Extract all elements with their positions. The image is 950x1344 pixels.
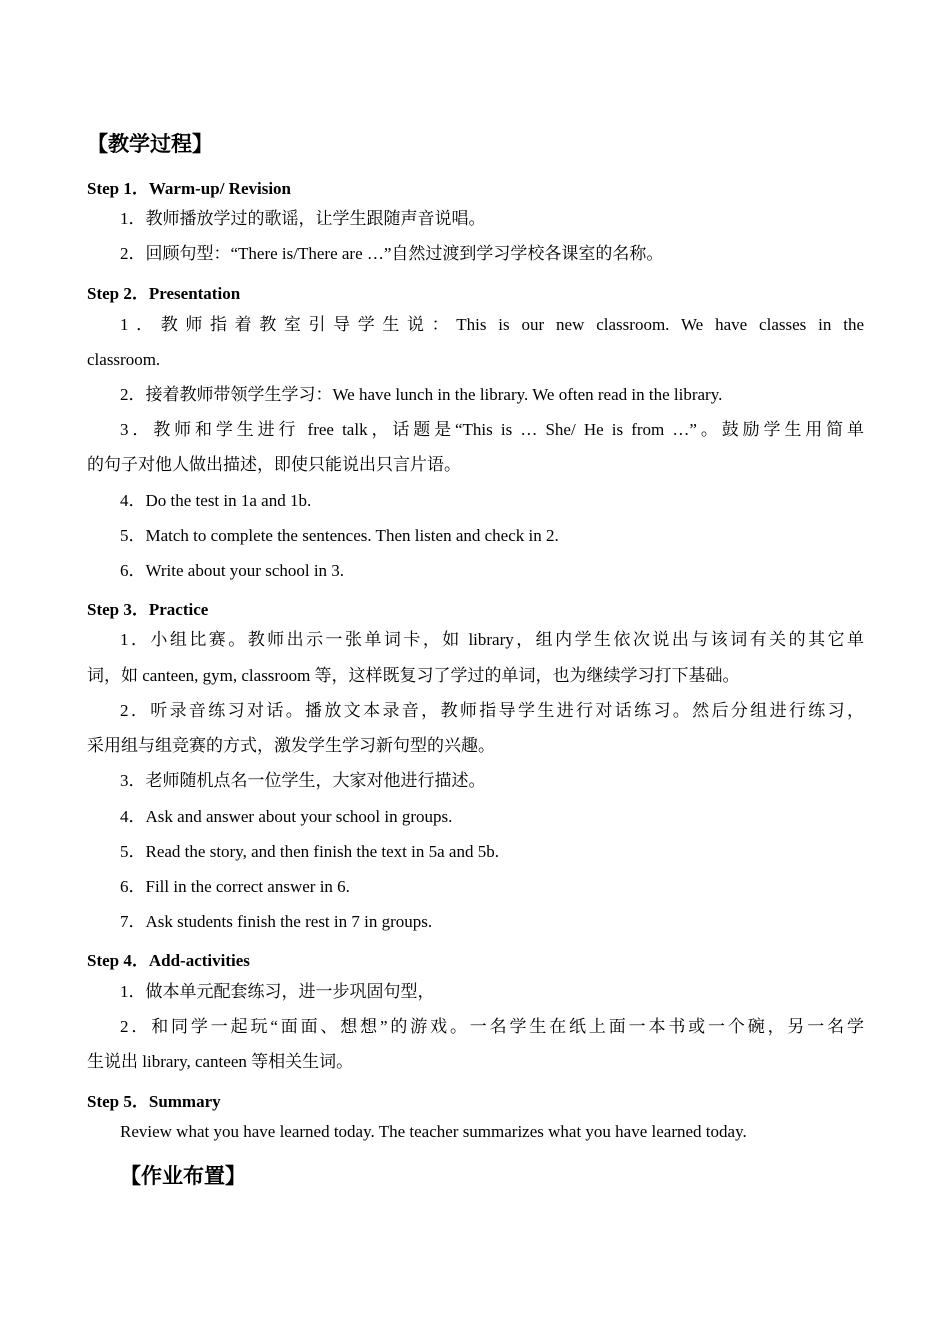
step5-heading: Step 5．Summary (87, 1092, 221, 1111)
step1-heading: Step 1．Warm-up/ Revision (87, 179, 292, 198)
step4-item-1: 1．做本单元配套练习，进一步巩固句型， (120, 982, 435, 1001)
step1-item-1: 1．教师播放学过的歌谣，让学生跟随声音说唱。 (120, 209, 486, 228)
step3-item-2-line-1: 2．听录音练习对话。播放文本录音，教师指导学生进行对话练习。然后分组进行练习， (120, 701, 864, 720)
step3-item-4: 4．Ask and answer about your school in groups. (120, 807, 453, 826)
step2-item-6: 6．Write about your school in 3. (120, 561, 345, 580)
step3-item-1-line-2: 词，如 canteen, gym, classroom 等，这样既复习了学过的单词，也为继续学习打下基础。 (87, 666, 740, 685)
step3-item-5: 5．Read the story, and then finish the text in 5a and 5b. (120, 842, 499, 861)
step2-item-1-line-1: 1．教师指着教室引导学生说：This is our new classroom. We have classes in the (120, 315, 864, 334)
section-title-teaching-process: 【教学过程】 (87, 132, 213, 156)
step2-item-1-line-2: classroom. (87, 350, 161, 369)
step2-item-3-line-2: 的句子对他人做出描述，即使只能说出只言片语。 (87, 455, 461, 474)
step1-item-2: 2．回顾句型：“There is/There are …”自然过渡到学习学校各课室的名称。 (120, 244, 664, 263)
step2-item-2: 2．接着教师带领学生学习：We have lunch in the library. We often read in the library. (120, 385, 723, 404)
step3-heading: Step 3．Practice (87, 600, 209, 619)
step3-item-7: 7．Ask students finish the rest in 7 in groups. (120, 912, 433, 931)
step2-item-3-line-1: 3．教师和学生进行 free talk，话题是“This is … She/ He is from …”。鼓励学生用简单 (120, 420, 864, 439)
step4-heading: Step 4．Add-activities (87, 951, 250, 970)
step3-item-1-line-1: 1．小组比赛。教师出示一张单词卡，如 library，组内学生依次说出与该词有关的其它单 (120, 630, 864, 649)
step5-summary-text: Review what you have learned today. The teacher summarizes what you have learned today. (120, 1122, 747, 1141)
step2-heading: Step 2．Presentation (87, 284, 241, 303)
step3-item-6: 6．Fill in the correct answer in 6. (120, 877, 350, 896)
step4-item-2-line-1: 2．和同学一起玩“面面、想想”的游戏。一名学生在纸上面一本书或一个碗，另一名学 (120, 1017, 864, 1036)
step2-item-5: 5．Match to complete the sentences. Then listen and check in 2. (120, 526, 559, 545)
step3-item-3: 3．老师随机点名一位学生，大家对他进行描述。 (120, 771, 486, 790)
step3-item-2-line-2: 采用组与组竞赛的方式，激发学生学习新句型的兴趣。 (87, 736, 495, 755)
step2-item-4: 4．Do the test in 1a and 1b. (120, 491, 312, 510)
step4-item-2-line-2: 生说出 library, canteen 等相关生词。 (87, 1052, 354, 1071)
section-title-homework: 【作业布置】 (120, 1164, 246, 1188)
